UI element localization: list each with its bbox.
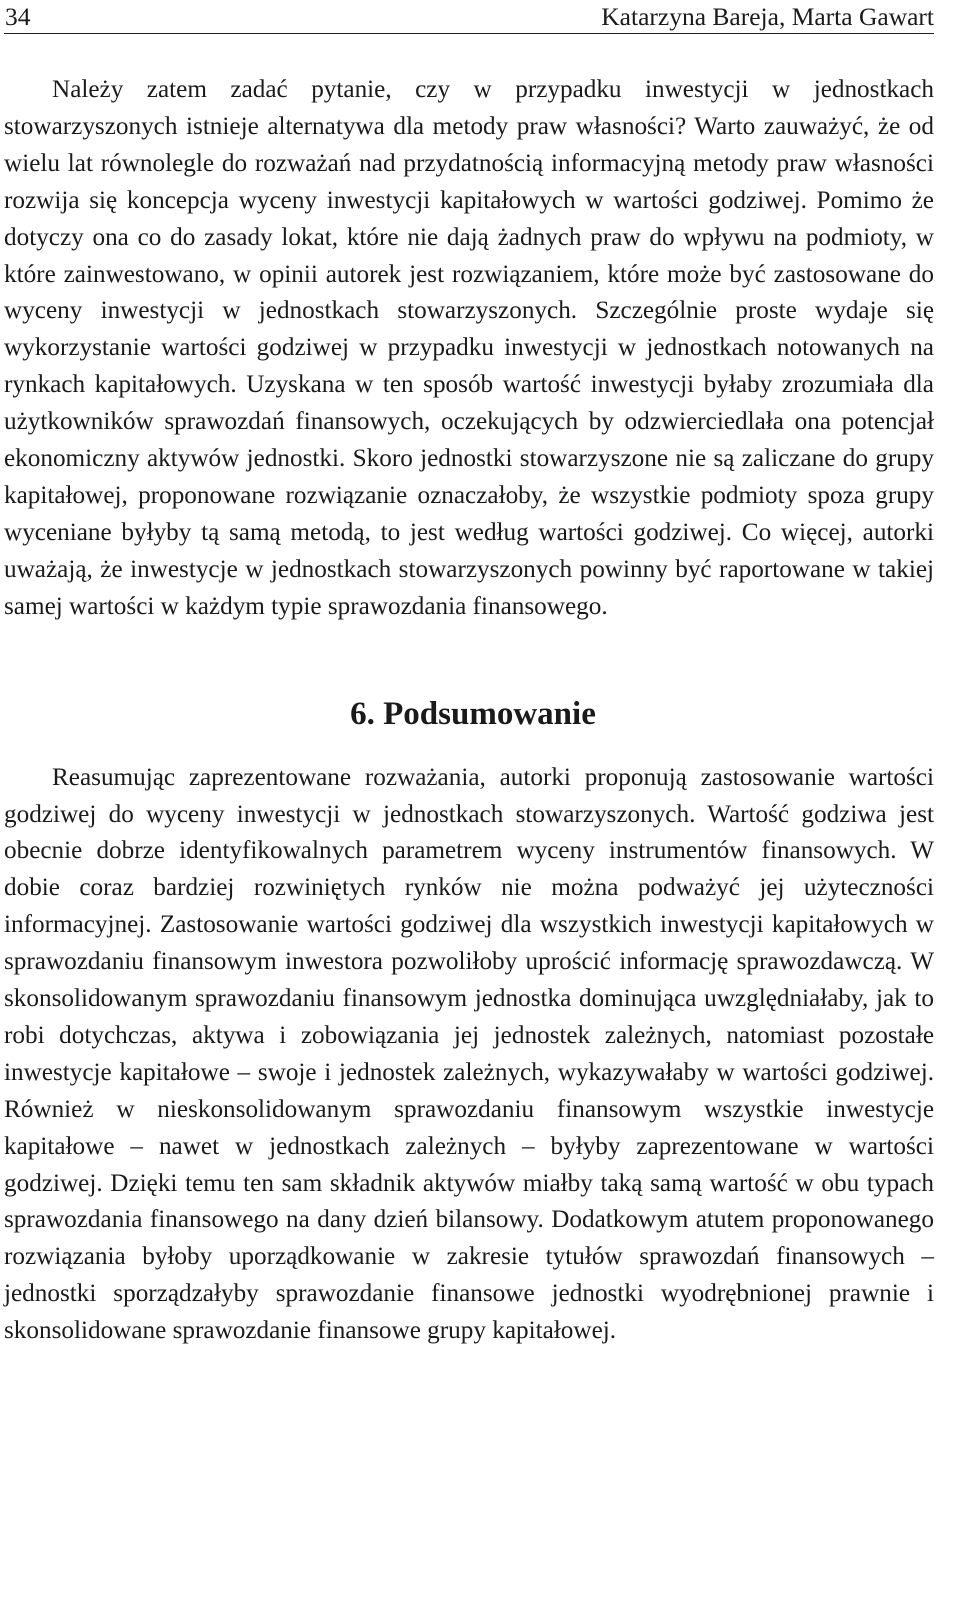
section-heading: 6. Podsumowanie (350, 695, 596, 732)
running-header (4, 0, 934, 34)
header-authors: Katarzyna Bareja, Marta Gawart (601, 2, 934, 31)
body-paragraph-1: Należy zatem zadać pytanie, czy w przypadku inwestycji w jednostkach stowarzyszonych istnieje alternatywa dla metody praw własności? Warto zauważyć, że od wielu lat równolegle do rozważań nad przydatnością informacyjną metody praw własności rozwija się koncepcja wyceny inwestycji kapitałowych w wartości godziwej. Pomimo że dotyczy ona co do zasady lokat, które nie dają żadnych praw do wpływu na podmioty, w które zainwestowano, w opinii autorek jest rozwiązaniem, które może być zastosowane do wyceny inwestycji w jednostkach stowarzyszonych. Szczególnie proste wydaje się wykorzystanie wartości godziwej w przypadku inwestycji w jednostkach notowanych na rynkach kapitałowych. Uzyskana w ten sposób wartość inwestycji byłaby zrozumiała dla użytkowników sprawozdań finansowych, oczekujących by odzwierciedlała ona potencjał ekonomiczny aktywów jednostki. Skoro jednostki stowarzyszone nie są zaliczane do grupy kapitałowej, proponowane rozwiązanie oznaczałoby, że wszystkie podmioty spoza grupy wyceniane byłyby tą samą metodą, to jest według wartości godziwej. Co więcej, autorki uważają, że inwestycje w jednostkach stowarzyszonych powinny być raportowane w takiej samej wartości w każdym typie sprawozdania finansowego. (4, 76, 934, 620)
body-paragraph-2: Reasumując zaprezentowane rozważania, autorki proponują zastosowanie wartości godziwej do wyceny inwestycji w jednostkach stowarzyszonych. Wartość godziwa jest obecnie dobrze identyfikowalnych parametrem wyceny instrumentów finansowych. W dobie coraz bardziej rozwiniętych rynków nie można podważyć jej użyteczności informacyjnej. Zastosowanie wartości godziwej dla wszystkich inwestycji kapitałowych w sprawozdaniu finansowym inwestora pozwoliłoby uprościć informację sprawozdawczą. W skonsolidowanym sprawozdaniu finansowym jednostka dominująca uwzględniałaby, jak to robi dotychczas, aktywa i zobowiązania jej jednostek zależnych, natomiast pozostałe inwestycje kapitałowe – swoje i jednostek zależnych, wykazywałaby w wartości godziwej. Również w nieskonsolidowanym sprawozdaniu finansowym wszystkie inwestycje kapitałowe – nawet w jednostkach zależnych – byłyby zaprezentowane w wartości godziwej. Dzięki temu ten sam składnik aktywów miałby taką samą wartość w obu typach sprawozdania finansowego na dany dzień bilansowy. Dodatkowym atutem proponowanego rozwiązania byłoby uporządkowanie w zakresie tytułów sprawozdań finansowych – jednostki sporządzałyby sprawozdanie finansowe jednostki wyodrębnionej prawnie i skonsolidowane sprawozdanie finansowe grupy kapitałowej. (4, 763, 934, 1345)
document-page (4, 0, 934, 1350)
page-number: 34 (5, 2, 31, 31)
